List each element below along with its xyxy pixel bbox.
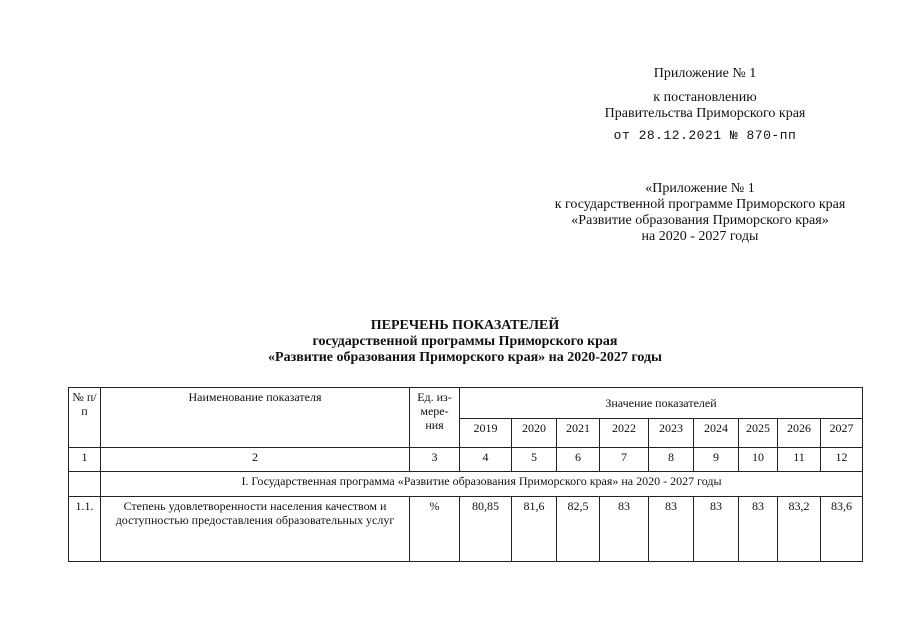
header-num: № п/п [69, 388, 101, 448]
column-number: 1 [69, 448, 101, 472]
header-values: Значение показателей [460, 388, 863, 419]
table-header-row [69, 388, 863, 419]
year-cell: 2019 [460, 419, 512, 448]
program-appendix-block [530, 181, 870, 245]
program-appendix-ref: к государственной программе Приморского края [554, 197, 846, 212]
appendix-government-line: Правительства Приморского края [604, 106, 806, 121]
row-value: 83 [649, 497, 694, 562]
appendix-date-number: от 28.12.2021 № 870-пп [613, 128, 797, 143]
title-line-3: «Развитие образования Приморского края» на 2020-2027 годы [268, 350, 662, 365]
header-unit: Ед. из-мере-ния [410, 388, 460, 448]
row-value: 81,6 [512, 497, 557, 562]
row-num: 1.1. [69, 497, 101, 562]
column-number: 7 [600, 448, 649, 472]
section-row [69, 472, 863, 497]
document-title [200, 318, 730, 366]
year-cell: 2020 [512, 419, 557, 448]
program-appendix-years: на 2020 - 2027 годы [641, 229, 759, 244]
program-appendix-title: «Приложение № 1 [645, 181, 755, 196]
row-value: 83 [739, 497, 778, 562]
column-number: 6 [557, 448, 600, 472]
title-line-1: ПЕРЕЧЕНЬ ПОКАЗАТЕЛЕЙ [370, 318, 560, 333]
appendix-decree-line: к постановлению [653, 90, 757, 105]
section-title: I. Государственная программа «Развитие образования Приморского края» на 2020 - 2027 годы [101, 472, 863, 497]
year-cell: 2027 [821, 419, 863, 448]
column-number: 2 [101, 448, 410, 472]
appendix-title: Приложение № 1 [653, 66, 757, 81]
row-value: 82,5 [557, 497, 600, 562]
column-number: 9 [694, 448, 739, 472]
column-number: 8 [649, 448, 694, 472]
column-numbers-row [69, 448, 863, 472]
section-empty-cell [69, 472, 101, 497]
program-appendix-name: «Развитие образования Приморского края» [571, 213, 829, 228]
row-value: 83 [694, 497, 739, 562]
column-number: 5 [512, 448, 557, 472]
year-cell: 2025 [739, 419, 778, 448]
row-value: 80,85 [460, 497, 512, 562]
title-line-2: государственной программы Приморского края [312, 334, 618, 349]
table-row [69, 497, 863, 562]
year-cell: 2021 [557, 419, 600, 448]
column-number: 11 [778, 448, 821, 472]
row-value: 83 [600, 497, 649, 562]
column-number: 4 [460, 448, 512, 472]
column-number: 3 [410, 448, 460, 472]
year-cell: 2026 [778, 419, 821, 448]
appendix-block [590, 66, 820, 144]
row-indicator-name: Степень удовлетворенности населения качеством и доступностью предоставления образовательных услуг [101, 497, 410, 562]
column-number: 10 [739, 448, 778, 472]
indicators-table [68, 387, 863, 562]
header-name: Наименование показателя [101, 388, 410, 448]
row-unit: % [410, 497, 460, 562]
row-value: 83,6 [821, 497, 863, 562]
column-number: 12 [821, 448, 863, 472]
year-cell: 2023 [649, 419, 694, 448]
year-cell: 2022 [600, 419, 649, 448]
row-value: 83,2 [778, 497, 821, 562]
year-cell: 2024 [694, 419, 739, 448]
